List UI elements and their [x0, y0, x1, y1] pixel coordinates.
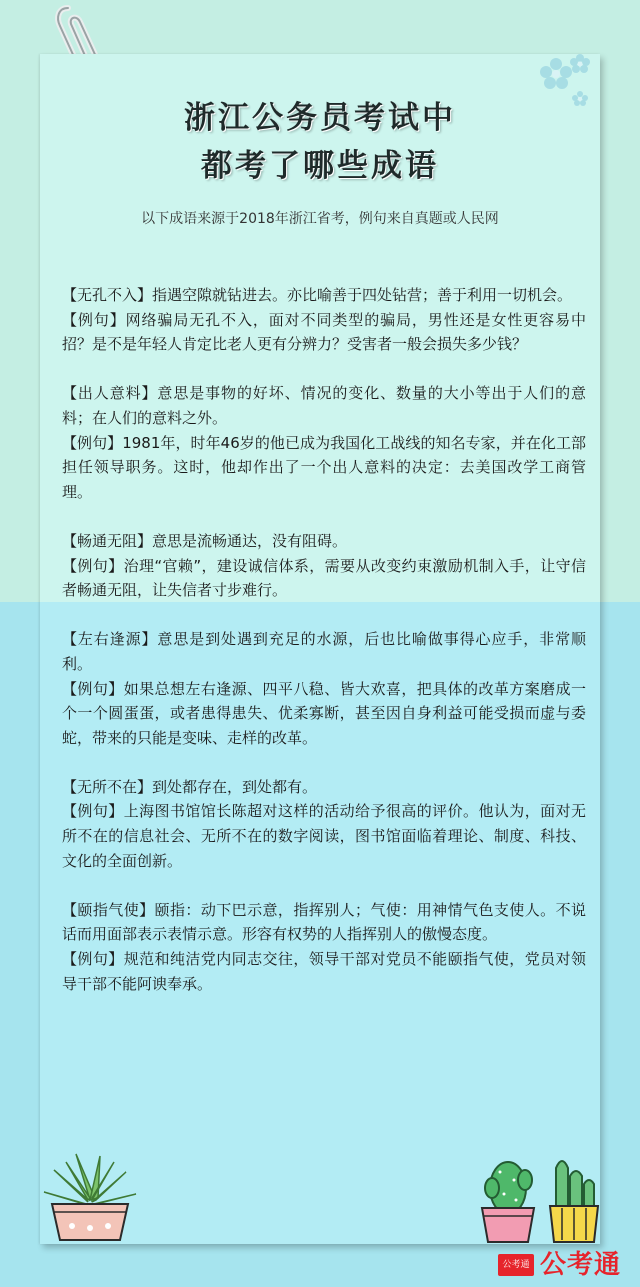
subtitle: 以下成语来源于2018年浙江省考，例句来自真题或人民网 [141, 211, 499, 227]
idiom-example: 【例句】治理“官赖”，建设诚信体系，需要从改变约束激励机制入手，让守信者畅通无阻，让失信者寸步难行。 [62, 556, 586, 600]
idiom-definition: 【畅通无阻】意思是流畅通达，没有阻碍。 [62, 531, 348, 550]
idiom-definition: 【无所不在】到处都存在，到处都有。 [62, 777, 318, 796]
succulent-plant-icon [40, 1148, 140, 1244]
idiom-entry [62, 775, 586, 873]
page-title-line-2: 都考了哪些成语 [201, 148, 439, 184]
idiom-example: 【例句】如果总想左右逢源、四平八稳、皆大欢喜，把具体的改革方案磨成一个一个圆蛋蛋，或者患得患失、优柔寡断，甚至因自身利益可能受损而虚与委蛇，带来的只能是变味、走样的改革。 [62, 679, 586, 747]
idiom-entry [62, 283, 586, 357]
idiom-definition: 【出人意料】意思是事物的好坏、情况的变化、数量的大小等出于人们的意料；在人们的意料之外。 [62, 384, 586, 427]
page-title-line-1: 浙江公务员考试中 [184, 100, 456, 136]
brand-badge: 公考通 [498, 1254, 534, 1276]
idiom-example: 【例句】规范和纯洁党内同志交往，领导干部对党员不能颐指气使，党员对领导干部不能阿谀奉承。 [62, 950, 586, 993]
brand-name: 公考通 [540, 1250, 622, 1280]
idiom-definition: 【颐指气使】颐指：动下巴示意，指挥别人；气使：用神情气色支使人。不说话而用面部表示表情示意。形容有权势的人指挥别人的傲慢态度。 [62, 900, 586, 944]
cactus-plant-icon [470, 1150, 600, 1244]
idiom-definition: 【左右逢源】意思是到处遇到充足的水源，后也比喻做事得心应手，非常顺利。 [62, 630, 586, 673]
idiom-example: 【例句】网络骗局无孔不入，面对不同类型的骗局，男性还是女性更容易中招？是不是年轻人肯定比老人更有分辨力？受害者一般会损失多少钱？ [62, 310, 586, 354]
idiom-entry [62, 381, 586, 504]
idiom-entry [62, 898, 586, 996]
idiom-entry [62, 529, 586, 603]
idiom-example: 【例句】1981年，时年46岁的他已成为我国化工战线的知名专家，并在化工部担任领导职务。这时，他却作出了一个出人意料的决定：去美国改学工商管理。 [62, 433, 586, 501]
brand-logo [498, 1250, 638, 1282]
idiom-list [62, 283, 586, 1021]
idiom-example: 【例句】上海图书馆馆长陈超对这样的活动给予很高的评价。他认为，面对无所不在的信息社会、无所不在的数字阅读，图书馆面临着理论、制度、科技、文化的全面创新。 [62, 802, 586, 870]
idiom-entry [62, 627, 586, 750]
idiom-definition: 【无孔不入】指遇空隙就钻进去。亦比喻善于四处钻营；善于利用一切机会。 [62, 286, 573, 304]
